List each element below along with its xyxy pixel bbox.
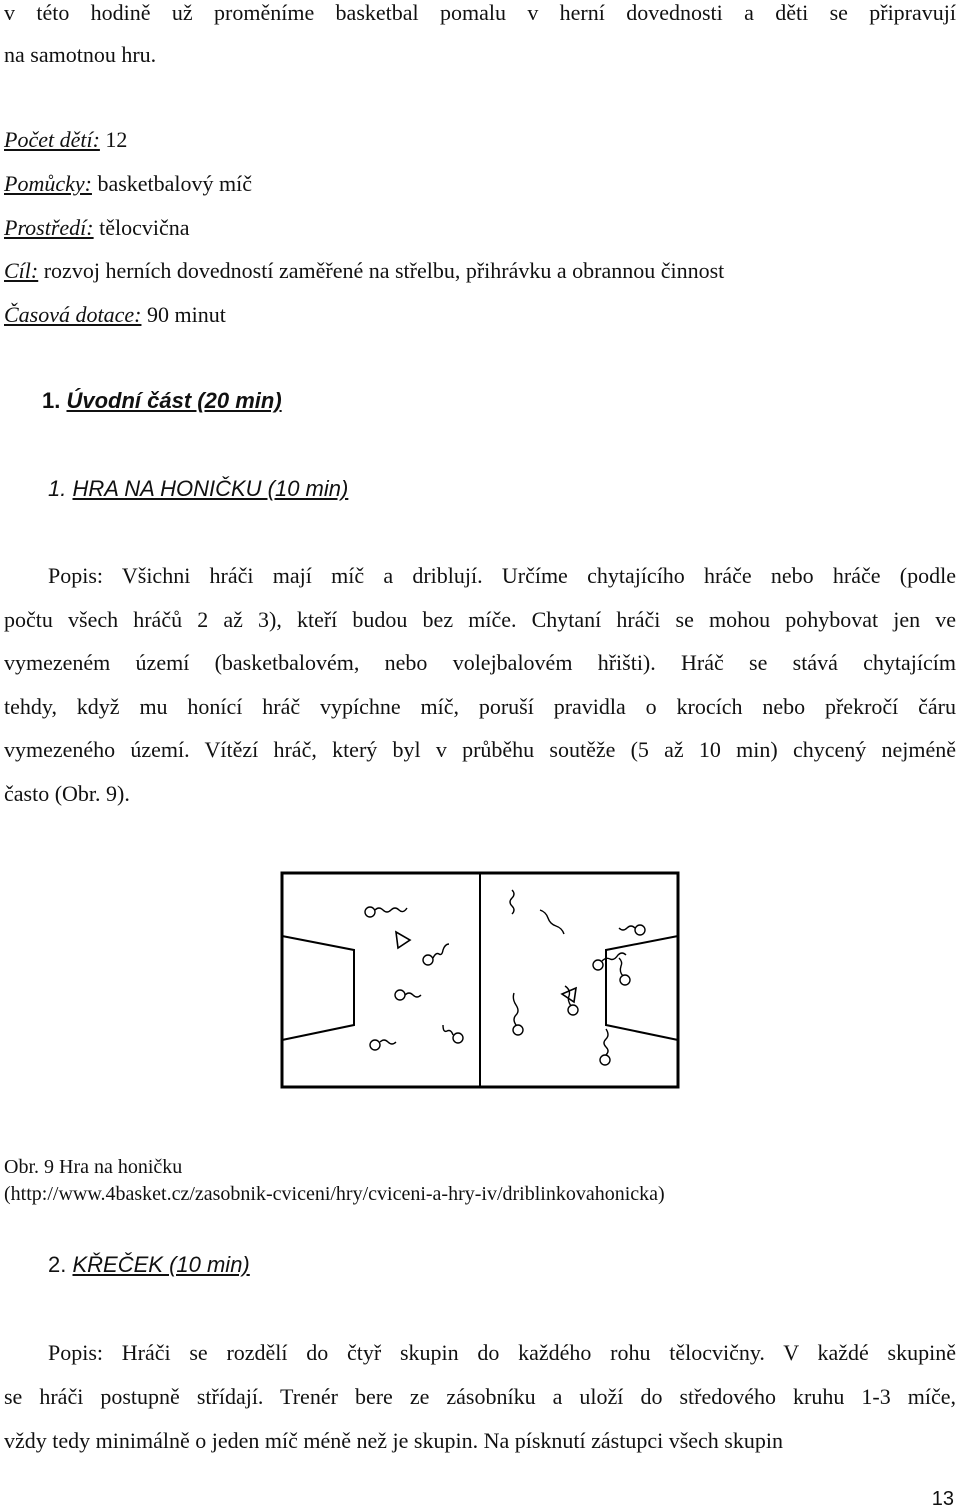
section-number: 1. bbox=[42, 388, 61, 413]
info-tools bbox=[4, 171, 252, 197]
player-marker bbox=[370, 1040, 380, 1050]
dribble-path bbox=[375, 908, 407, 912]
dribble-path bbox=[540, 910, 564, 934]
dribble-path bbox=[380, 1040, 396, 1044]
paragraph-line: Popis: Hráči se rozdělí do čtyř skupin do každého rohu tělocvičny. V každé skupině bbox=[48, 1340, 956, 1365]
goal-value: rozvoj herních dovedností zaměřené na střelbu, přihrávku a obrannou činnost bbox=[38, 258, 725, 283]
player-marker bbox=[453, 1033, 463, 1043]
children-label: Počet dětí: bbox=[4, 127, 100, 152]
dribble-path bbox=[619, 926, 635, 930]
dribble-path bbox=[405, 993, 421, 997]
court-diagram-svg bbox=[280, 870, 680, 1090]
catcher-marker bbox=[396, 932, 410, 948]
environment-label: Prostředí: bbox=[4, 215, 94, 240]
player-marker bbox=[620, 975, 630, 985]
game2-number: 2. bbox=[48, 1252, 67, 1277]
paragraph-line: vymezeného území. Vítězí hráč, který byl v průběhu soutěže (5 až 10 min) chycený nejméně bbox=[4, 737, 956, 762]
paragraph-line: tehdy, když mu honící hráč vypíchne míč, poruší pravidla o krocích nebo překročí čáru bbox=[4, 693, 956, 719]
paragraph-line: počtu všech hráčů 2 až 3), kteří budou bez míče. Chytaní hráči se mohou pohybovat jen ve bbox=[4, 606, 956, 632]
player-marker bbox=[423, 955, 433, 965]
paragraph-line: často (Obr. 9). bbox=[4, 780, 130, 806]
info-goal bbox=[4, 258, 724, 284]
time-label: Časová dotace: bbox=[4, 302, 142, 327]
game2-heading bbox=[48, 1252, 250, 1278]
court-diagram bbox=[280, 870, 680, 1090]
environment-value: tělocvična bbox=[93, 215, 190, 240]
dribble-path bbox=[619, 958, 623, 976]
time-value: 90 minut bbox=[141, 302, 226, 327]
info-time bbox=[4, 302, 226, 328]
game1-number: 1. bbox=[48, 476, 67, 501]
paragraph-line: vždy tedy minimálně o jeden míč méně než je skupin. Na písknutí zástupci všech skupin bbox=[4, 1428, 783, 1453]
player-marker bbox=[593, 960, 603, 970]
paragraph-line: Popis: Všichni hráči mají míč a driblují. Určíme chytajícího hráče nebo hráče (podle bbox=[48, 563, 956, 588]
player-marker bbox=[513, 1025, 523, 1035]
game1-heading bbox=[48, 476, 348, 502]
dribble-path bbox=[433, 944, 449, 958]
tools-value: basketbalový míč bbox=[91, 171, 253, 196]
paragraph-line: vymezeném území (basketbalovém, nebo volejbalovém hřišti). Hráč se stává chytajícím bbox=[4, 650, 956, 675]
info-environment bbox=[4, 215, 190, 241]
page-number: 13 bbox=[931, 1488, 954, 1510]
info-children bbox=[4, 127, 127, 153]
figure-caption-2: (http://www.4basket.cz/zasobnik-cviceni/hry/cviceni-a-hry-iv/driblinkovahonicka) bbox=[4, 1183, 665, 1205]
dribble-path bbox=[513, 993, 518, 1025]
section-heading bbox=[42, 388, 282, 414]
game1-title: HRA NA HONIČKU (10 min) bbox=[72, 476, 349, 501]
paragraph-line: se hráči postupně střídají. Trenér bere ze zásobníku a uloží do středového kruhu 1-3 míče, bbox=[4, 1384, 956, 1409]
intro-line-2: na samotnou hru. bbox=[4, 42, 157, 67]
left-key bbox=[282, 936, 354, 1040]
intro-line-1: v této hodině už proměníme basketbal pomalu v herní dovednosti a děti se připravují bbox=[4, 0, 956, 25]
goal-label: Cíl: bbox=[4, 258, 39, 283]
player-marker bbox=[395, 990, 405, 1000]
section-title: Úvodní část (20 min) bbox=[66, 388, 282, 413]
figure-caption-1: Obr. 9 Hra na honičku bbox=[4, 1156, 183, 1178]
children-value: 12 bbox=[99, 127, 128, 152]
dribble-path bbox=[443, 1025, 453, 1035]
dribble-path bbox=[604, 1029, 608, 1055]
player-marker bbox=[365, 907, 375, 917]
player-marker bbox=[568, 1005, 578, 1015]
right-key bbox=[606, 936, 678, 1040]
dribble-path bbox=[510, 890, 514, 914]
tools-label: Pomůcky: bbox=[4, 171, 92, 196]
player-marker bbox=[600, 1055, 610, 1065]
game2-title: KŘEČEK (10 min) bbox=[72, 1252, 250, 1277]
player-marker bbox=[635, 925, 645, 935]
